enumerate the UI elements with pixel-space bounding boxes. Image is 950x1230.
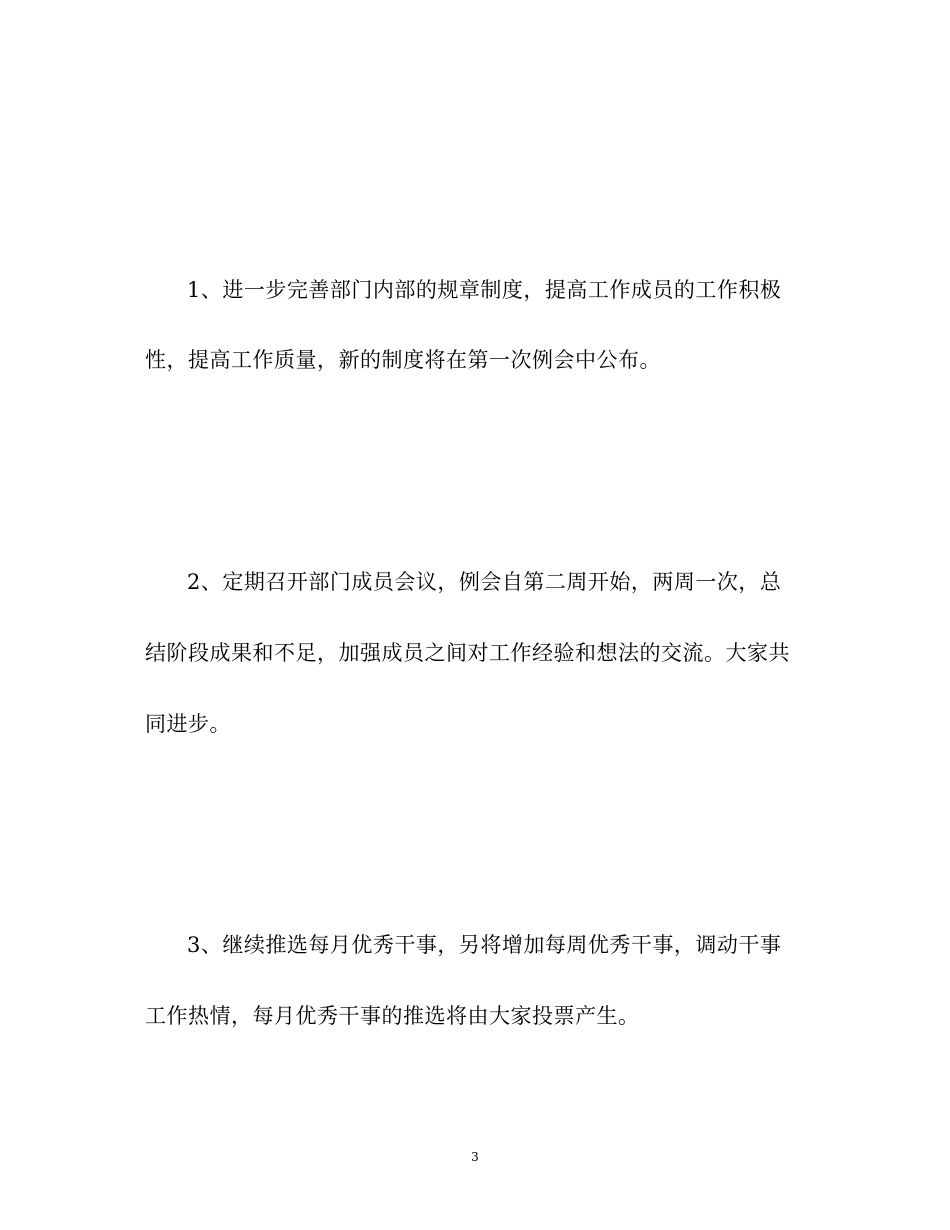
page-number: 3 bbox=[471, 1150, 479, 1164]
paragraph-3-line-2: 工作热情，每月优秀干事的推选将由大家投票产生。 bbox=[145, 1004, 640, 1028]
paragraph-3-line-1: 3、继续推选每月优秀干事，另将增加每周优秀干事，调动干事 bbox=[187, 933, 782, 957]
paragraph-2-line-3: 同进步。 bbox=[145, 712, 231, 736]
paragraph-2-line-1: 2、定期召开部门成员会议，例会自第二周开始，两周一次，总 bbox=[187, 570, 782, 594]
paragraph-1-line-2: 性，提高工作质量，新的制度将在第一次例会中公布。 bbox=[145, 348, 661, 372]
paragraph-1-line-1: 1、进一步完善部门内部的规章制度，提高工作成员的工作积极 bbox=[187, 278, 782, 302]
paragraph-2-line-2: 结阶段成果和不足，加强成员之间对工作经验和想法的交流。大家共 bbox=[145, 641, 790, 665]
